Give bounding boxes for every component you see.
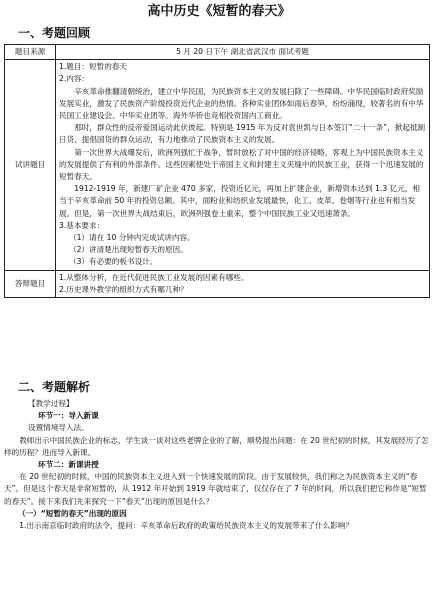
section-heading-review: 一、考题回顾	[18, 26, 91, 40]
lecture-paragraph: 那时，群众性的反帝爱国运动此伏彼起。特别是 1915 年为反对袁世凯与日本签订“二十一条”，掀起抵制日货、提倡国货的群众运动，有力地推动了民族资本主义的发展。	[59, 123, 426, 145]
defense-content-cell	[56, 270, 430, 297]
table-row-defense	[5, 270, 430, 297]
section-heading-analysis: 二、考题解析	[18, 380, 91, 394]
lecture-paragraph: 辛亥革命推翻清朝统治，建立中华民国，为民族资本主义的发展扫除了一些障碍。中华民国临时政府奖励发展实业，激发了民族资产阶级投资近代企业的热情。各种实业团体如雨后春笋，纷纷涌现，较著名的有中华民国工业建设会、中华实业团等。海外华侨也竞相投资国内工商业。	[59, 86, 424, 121]
sub1-text: 1.出示南京临时政府的法令，提问：辛亥革命后政府的政策给民族资本主义的发展带来了什么影响？	[19, 521, 353, 531]
teaching-process-label: 【教学过程】	[28, 399, 74, 408]
exam-table	[4, 44, 430, 298]
requirement-item: （2）讲清楚出现短暂春天的原因。	[69, 245, 188, 255]
source-value-cell: 5 月 20 日下午 湖北省武汉市 面试考题	[56, 45, 430, 60]
defense-question: 1.从整体分析，在近代促进民族工业发展的因素有哪些。	[59, 272, 249, 282]
defense-label-cell: 答辩题目	[5, 270, 56, 297]
lecture-topic: 1.题目：短暂的春天	[59, 62, 127, 72]
document-title: 高中历史《短暂的春天》	[147, 4, 291, 19]
table-header-row	[5, 45, 430, 60]
lecture-content-label: 2.内容：	[59, 74, 90, 84]
requirement-item: （1）请在 10 分钟内完成试讲内容。	[69, 233, 195, 243]
requirement-item: （3）有必要的板书设计。	[69, 257, 158, 267]
step2-title: 环节二：新课讲授	[38, 460, 99, 470]
analysis-body	[4, 398, 432, 532]
step1-title: 环节一：导入新课	[38, 411, 99, 421]
sub1-title: （一）“短暂的春天”出现的原因	[18, 508, 127, 518]
lecture-content-cell	[56, 60, 430, 270]
lecture-paragraph: 第一次世界大战爆发后，欧洲列强忙于战争，暂时放松了对中国的经济侵略，客观上为中国民族资本主义的发展提供了有利的外部条件。这些因素使处于帝国主义和封建主义夹缝中的民族工业，获得一个迅速发展的短暂春天。	[59, 147, 424, 182]
step2-text: 在 20 世纪初的时候，中国的民族资本主义进入到一个快速发展的阶段。由于发展较快，我们称之为民族资本主义的“春天”。但是这个春天是非常短暂的，从 1912 年开始到 1919 年就结束了，仅仅存在了 7 年的时间，所以我们把它称作是“短暂的春天”。接下来我们先来探究一下“春天”出现的原因是什么？	[4, 472, 427, 506]
step1-method: 设置情境导入法。	[28, 423, 89, 433]
lecture-label-cell: 试讲题目	[5, 60, 56, 270]
requirements-label: 3.基本要求：	[59, 220, 105, 230]
step1-text: 教师出示中国民族企业的标志，学生谈一谈对这些老牌企业的了解，顺势提出问题：在 20 世纪初的时候，其发展经历了怎样的历程？进而导入新课。	[4, 435, 429, 457]
table-row-lecture	[5, 60, 430, 270]
lecture-paragraph: 1912-1919 年，新建厂矿企业 470 多家，投资近亿元，再加上扩建企业，新增资本达到 1.3 亿元，相当于辛亥革命前 50 年的投资总额。其中，面粉业和纺织业发展最快，化工、皮革、卷烟等行业也有相当发展。但是，第一次世界大战结束后，欧洲列强卷土重来，整个中国民族工业又迅速萧条。	[59, 184, 420, 218]
defense-question: 2.历史课外教学的组织方式有哪几种？	[59, 284, 188, 294]
source-label-cell: 题目来源	[5, 45, 56, 60]
